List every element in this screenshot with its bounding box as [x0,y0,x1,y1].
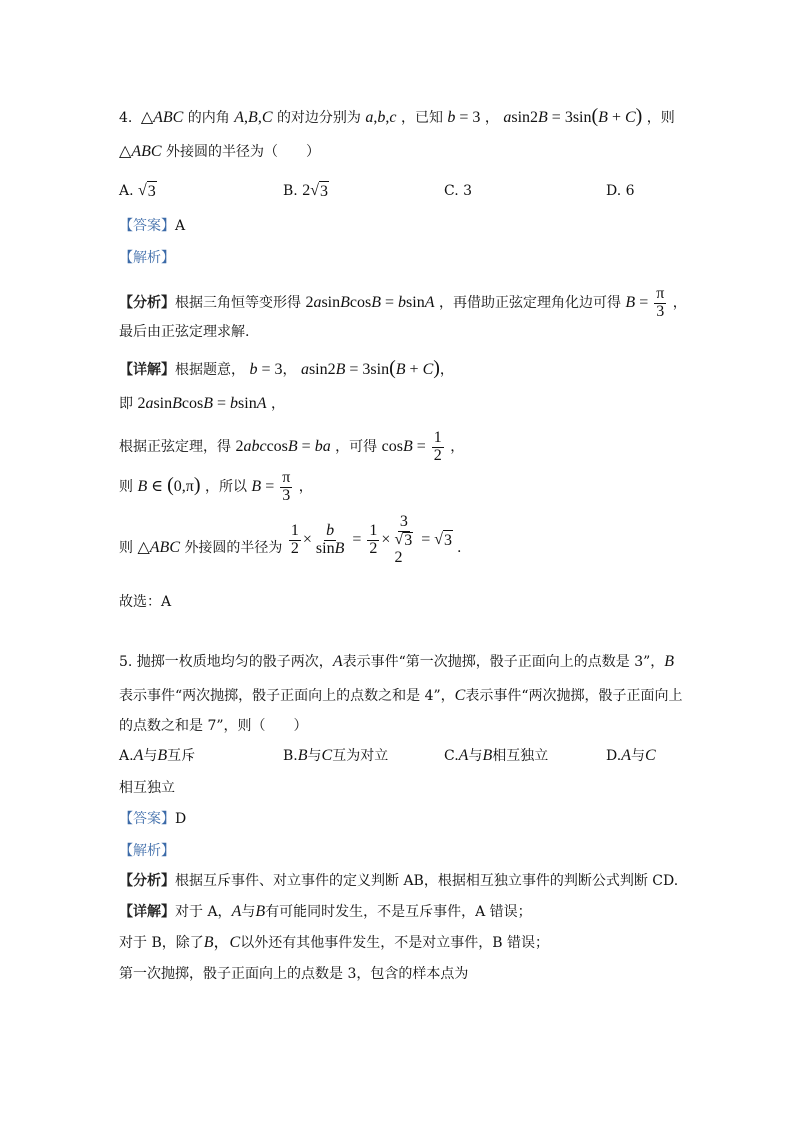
q5-fenxi: 【分析】根据互斥事件、对立事件的定义判断 AB，根据相互独立事件的判断公式判断 CD. [119,873,679,889]
q5-stem-line3: 的点数之和是 7”，则（ ） [119,718,308,734]
q5-detail-line3: 第一次抛掷，骰子正面向上的点数是 3，包含的样本点为 [119,966,469,982]
q5-detail-line1: 【详解】对于 A，A与B有可能同时发生，不是互斥事件，A 错误； [119,903,532,920]
question-number: 4. [119,110,133,126]
q4-fenxi-line1: 【分析】根据三角恒等变形得 2asinBcosB = bsinA ，再借助正弦定理角化边可得 B = $\frac{\pi}{3}$ ， [119,285,687,320]
q4-analysis-label: 【解析】 [119,250,175,266]
q4-option-a: A. √ 3 [119,182,156,200]
q4-detail-line1: 【详解】根据题意， b = 3， asin2B = 3sin(B + C)， [119,357,454,379]
q4-option-d: D. 6 [606,183,635,199]
q4-detail-line4: 则 B ∈ (0,π) ，所以 B = $\frac{\pi}{3}$ ， [119,469,313,504]
q5-option-a: A.A与B互斥 [119,747,196,764]
q5-stem-line1: 5. 抛掷一枚质地均匀的骰子两次，A表示事件“第一次抛掷，骰子正面向上的点数是 3”，B [119,653,675,670]
math-given-eq: asin2B = 3sin(B + C) [503,105,643,127]
math-b-eq-3: b = 3 [447,109,481,126]
q4-answer: 【答案】A [119,218,186,234]
q5-option-c: C.A与B相互独立 [444,747,549,764]
q4-stem-line2: △ABC 外接圆的半径为（ ） [119,143,320,160]
q4-detail-line2: 即 2asinBcosB = bsinA ， [119,395,285,412]
q5-option-b: B.B与C互为对立 [283,747,389,764]
answer-label: 【答案】 [119,218,175,234]
q4-stem-line1: 4. △ABC 的内角 A,B,C 的对边分别为 a,b,c ，已知 b = 3 ， asin2B = 3sin(B + C) ，则 [119,105,675,127]
q4-fenxi-line2: 最后由正弦定理求解. [119,324,250,340]
q5-analysis-label: 【解析】 [119,843,175,859]
q4-detail-line5: 则 △ABC 外接圆的半径为 $\frac{1}{2}$ × $\frac{b}{\sin B}$ = $\frac{1}{2}$ × 3 √ 3 2 = √ 3 . [119,513,462,566]
q4-option-c: C. 3 [444,183,473,199]
q5-option-d-wrap: 相互独立 [119,780,175,796]
q5-detail-line2: 对于 B，除了B，C以外还有其他事件发生，不是对立事件，B 错误； [119,934,549,951]
q5-stem-line2: 表示事件“两次抛掷，骰子正面向上的点数之和是 4”，C表示事件“两次抛掷，骰子正面向上 [119,687,683,704]
q5-option-d: D.A与C [606,747,656,764]
q5-answer: 【答案】D [119,811,187,827]
q4-detail-line3: 根据正弦定理，得 2abccosB = ba ，可得 cosB = $\frac{1}{2}$ ， [119,429,465,464]
q4-conclusion: 故选：A [119,594,172,610]
math-triangle-abc: △ABC [136,109,184,126]
q4-option-b: B. 2 √ 3 [283,182,328,200]
